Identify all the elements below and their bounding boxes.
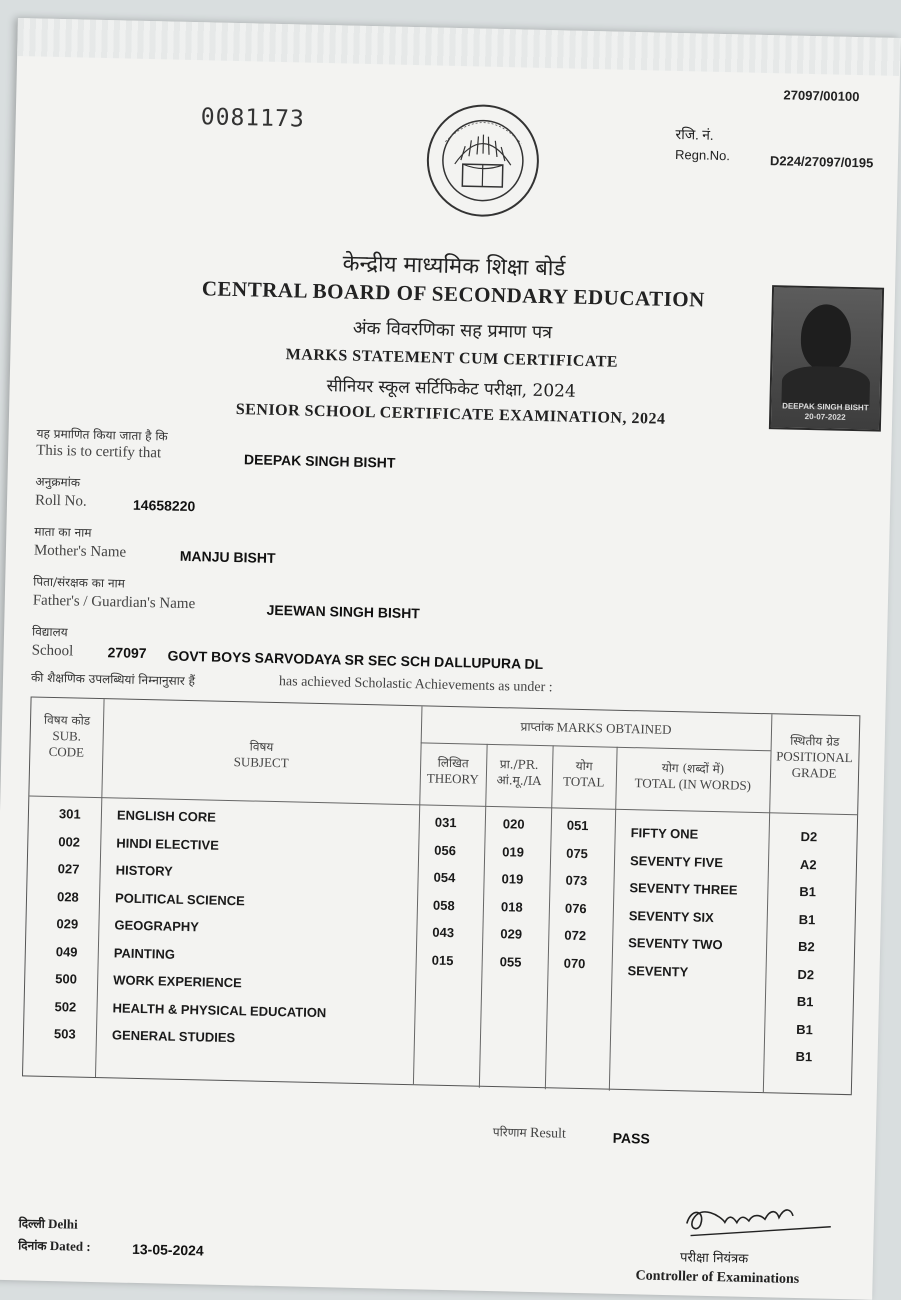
school-label-hindi: विद्यालय	[32, 622, 68, 640]
regn-label-hindi: रजि. नं.	[675, 125, 713, 145]
sub-code: 002	[58, 834, 80, 849]
achieved-label: has achieved Scholastic Achievements as under :	[279, 674, 553, 696]
practical-marks: 019	[501, 871, 523, 886]
sub-code: 029	[56, 916, 78, 931]
signature-icon	[680, 1193, 841, 1247]
top-code: 27097/00100	[783, 87, 859, 104]
roll-label-hindi: अनुक्रमांक	[35, 473, 80, 491]
father-name: JEEWAN SINGH BISHT	[266, 602, 420, 621]
total-marks: 073	[565, 873, 587, 888]
dated-value: 13-05-2024	[132, 1241, 204, 1259]
total-in-words: SEVENTY SIX	[629, 908, 714, 925]
total-in-words: SEVENTY THREE	[629, 880, 737, 897]
photo-caption-name: DEEPAK SINGH BISHT	[771, 401, 879, 413]
total-in-words: SEVENTY TWO	[628, 935, 723, 952]
theory-marks: 015	[432, 952, 454, 967]
mother-label-hindi: माता का नाम	[34, 523, 92, 541]
header-grade: स्थितीय ग्रेड POSITIONAL GRADE	[770, 732, 859, 782]
subject-name: GENERAL STUDIES	[112, 1027, 236, 1045]
grade: B1	[799, 884, 816, 899]
place: दिल्ली Delhi	[18, 1214, 77, 1232]
grade: B1	[796, 1021, 813, 1036]
cbse-seal-icon	[424, 101, 543, 220]
header-theory: लिखित THEORY	[420, 754, 487, 787]
subject-name: HINDI ELECTIVE	[116, 835, 219, 852]
exam-title-hindi: सीनियर स्कूल सर्टिफिकेट परीक्षा, 2024	[10, 366, 893, 409]
sub-code: 049	[56, 944, 78, 959]
regn-label: Regn.No.	[675, 147, 730, 163]
roll-number: 14658220	[133, 497, 196, 514]
school-code: 27097	[107, 644, 146, 661]
board-name-hindi: केन्द्रीय माध्यमिक शिक्षा बोर्ड	[12, 240, 895, 290]
practical-marks: 055	[500, 954, 522, 969]
serial-number: 0081173	[201, 104, 306, 132]
school-label: School	[31, 642, 73, 660]
subject-name: GEOGRAPHY	[114, 917, 199, 934]
dated-label: दिनांक Dated :	[18, 1236, 91, 1255]
practical-marks: 020	[503, 816, 525, 831]
subject-name: HEALTH & PHYSICAL EDUCATION	[112, 1000, 326, 1020]
total-marks: 070	[564, 955, 586, 970]
grade: B1	[799, 911, 816, 926]
grade: D2	[797, 966, 814, 981]
header-total-words: योग (शब्दों में) TOTAL (IN WORDS)	[616, 759, 771, 794]
total-marks: 076	[565, 900, 587, 915]
theory-marks: 031	[435, 815, 457, 830]
theory-marks: 054	[433, 870, 455, 885]
student-name: DEEPAK SINGH BISHT	[244, 451, 396, 470]
sub-code: 027	[58, 861, 80, 876]
father-label-hindi: पिता/संरक्षक का नाम	[33, 572, 125, 591]
sub-code: 500	[55, 971, 77, 986]
subject-name: WORK EXPERIENCE	[113, 972, 242, 990]
board-name: CENTRAL BOARD OF SECONDARY EDUCATION	[12, 272, 895, 317]
header-marks-obtained: प्राप्तांक MARKS OBTAINED	[421, 716, 771, 740]
header-sub-code: विषय कोड SUB. CODE	[30, 711, 103, 761]
certify-label-hindi: यह प्रमाणित किया जाता है कि	[36, 425, 168, 445]
total-in-words: FIFTY ONE	[631, 825, 699, 842]
practical-marks: 019	[502, 844, 524, 859]
theory-marks: 058	[433, 897, 455, 912]
father-label: Father's / Guardian's Name	[33, 592, 196, 613]
subject-name: HISTORY	[116, 862, 173, 878]
controller-label-hindi: परीक्षा नियंत्रक	[680, 1247, 749, 1267]
practical-marks: 029	[500, 926, 522, 941]
subject-name: PAINTING	[114, 945, 175, 961]
total-marks: 051	[567, 818, 589, 833]
roll-label: Roll No.	[35, 493, 87, 511]
marks-rows	[32, 697, 860, 716]
subject-name: ENGLISH CORE	[117, 807, 216, 824]
achieved-label-hindi: की शैक्षणिक उपलब्धियां निम्नानुसार हैं	[31, 668, 195, 689]
school-name: GOVT BOYS SARVODAYA SR SEC SCH DALLUPURA DL	[167, 648, 543, 673]
sub-code: 301	[59, 806, 81, 821]
header-practical: प्रा./PR. आं.मू./IA	[486, 756, 553, 789]
student-photo	[769, 285, 884, 432]
total-marks: 075	[566, 845, 588, 860]
header-total: योग TOTAL	[552, 757, 617, 790]
security-pattern	[17, 18, 901, 76]
photo-caption-date: 20-07-2022	[771, 411, 879, 423]
total-marks: 072	[564, 928, 586, 943]
marks-certificate	[0, 18, 901, 1300]
sub-code: 503	[54, 1026, 76, 1041]
statement-title: MARKS STATEMENT CUM CERTIFICATE	[10, 340, 893, 378]
result-label: परिणाम Result	[493, 1123, 566, 1143]
grade: B2	[798, 939, 815, 954]
result-value: PASS	[613, 1130, 650, 1147]
theory-marks: 056	[434, 842, 456, 857]
subject-name: POLITICAL SCIENCE	[115, 890, 245, 908]
sub-code: 502	[54, 999, 76, 1014]
grade: B1	[797, 994, 814, 1009]
practical-marks: 018	[501, 899, 523, 914]
grade: B1	[795, 1049, 812, 1064]
marks-table	[22, 696, 860, 1095]
sub-code: 028	[57, 889, 79, 904]
grade: D2	[800, 829, 817, 844]
mother-label: Mother's Name	[34, 543, 127, 562]
mother-name: MANJU BISHT	[180, 548, 276, 566]
controller-label: Controller of Examinations	[635, 1268, 799, 1288]
grade: A2	[800, 856, 817, 871]
total-in-words: SEVENTY	[627, 963, 688, 979]
certify-label: This is to certify that	[36, 443, 161, 463]
statement-title-hindi: अंक विवरणिका सह प्रमाण पत्र	[11, 308, 894, 352]
total-in-words: SEVENTY FIVE	[630, 853, 723, 870]
theory-marks: 043	[432, 925, 454, 940]
regn-number: D224/27097/0195	[770, 153, 874, 170]
exam-title: SENIOR SCHOOL CERTIFICATE EXAMINATION, 2024	[9, 396, 892, 434]
header-subject: विषय SUBJECT	[102, 735, 421, 774]
